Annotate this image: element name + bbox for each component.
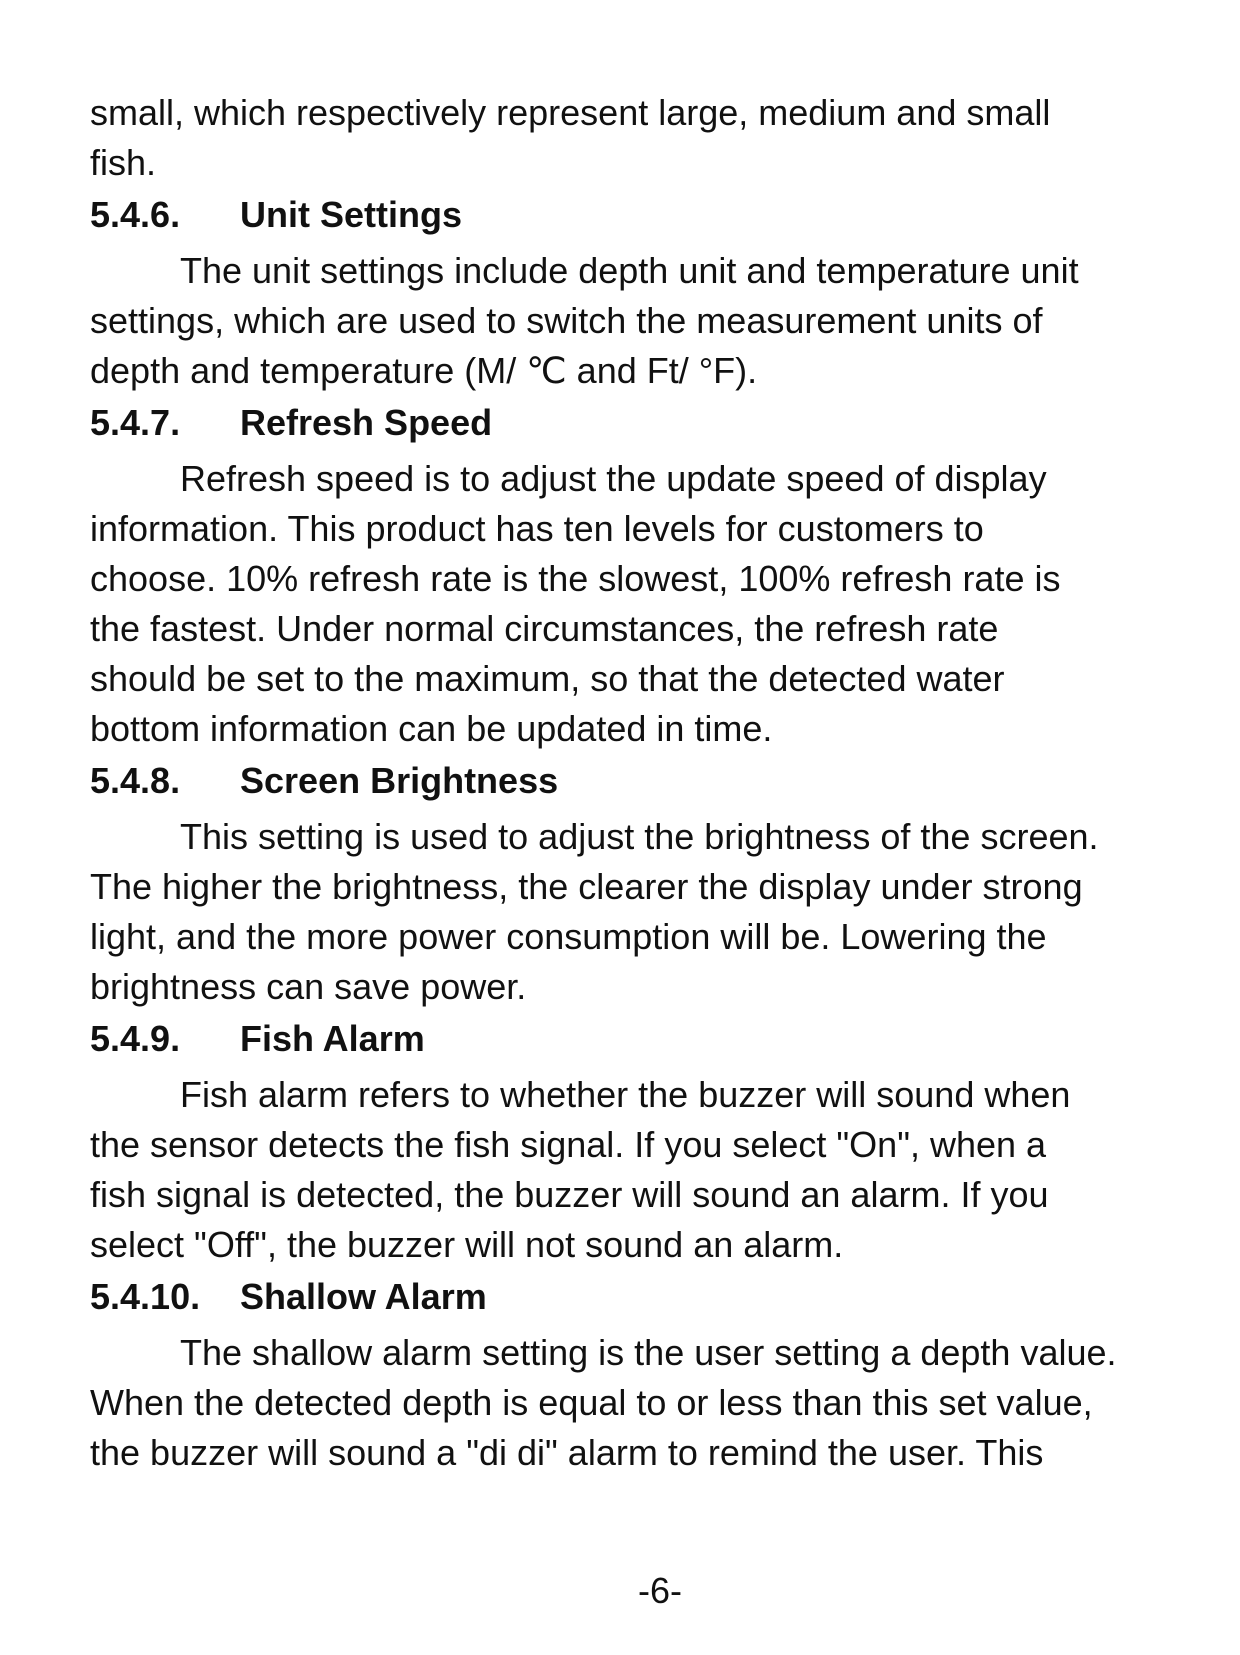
text-line: depth and temperature (M/ ℃ and Ft/ °F). bbox=[90, 350, 758, 391]
text-line: small, which respectively represent large, medium and small bbox=[90, 92, 1051, 133]
section-number: 5.4.6. bbox=[90, 194, 181, 235]
text-line: This setting is used to adjust the brightness of the screen. bbox=[180, 816, 1099, 857]
text-line: should be set to the maximum, so that the detected water bbox=[90, 658, 1005, 699]
section-heading-fish-alarm bbox=[90, 1014, 1170, 1064]
section-number: 5.4.10. bbox=[90, 1276, 201, 1317]
text-line: brightness can save power. bbox=[90, 966, 527, 1007]
text-line: The shallow alarm setting is the user setting a depth value. bbox=[180, 1332, 1117, 1373]
text-line: the buzzer will sound a "di di" alarm to remind the user. This bbox=[90, 1432, 1044, 1473]
text-line: bottom information can be updated in time. bbox=[90, 708, 773, 749]
text-line: select "Off", the buzzer will not sound an alarm. bbox=[90, 1224, 844, 1265]
section-heading-unit-settings bbox=[90, 190, 1170, 240]
text-line: the sensor detects the fish signal. If you select "On", when a bbox=[90, 1124, 1047, 1165]
section-paragraph-shallow-alarm bbox=[90, 1328, 1170, 1478]
section-title: Unit Settings bbox=[240, 194, 462, 235]
section-paragraph-unit-settings bbox=[90, 246, 1170, 396]
text-line: settings, which are used to switch the measurement units of bbox=[90, 300, 1043, 341]
section-heading-shallow-alarm bbox=[90, 1272, 1170, 1322]
section-number: 5.4.9. bbox=[90, 1018, 181, 1059]
document-page bbox=[90, 88, 1170, 1478]
text-line: information. This product has ten levels for customers to bbox=[90, 508, 984, 549]
text-line: the fastest. Under normal circumstances, the refresh rate bbox=[90, 608, 999, 649]
text-line: fish signal is detected, the buzzer will sound an alarm. If you bbox=[90, 1174, 1049, 1215]
text-line: fish. bbox=[90, 142, 157, 183]
text-line: light, and the more power consumption will be. Lowering the bbox=[90, 916, 1047, 957]
section-paragraph-refresh-speed bbox=[90, 454, 1170, 754]
section-title: Shallow Alarm bbox=[240, 1276, 487, 1317]
section-paragraph-screen-brightness bbox=[90, 812, 1170, 1012]
section-number: 5.4.8. bbox=[90, 760, 181, 801]
section-title: Screen Brightness bbox=[240, 760, 559, 801]
text-line: The unit settings include depth unit and temperature unit bbox=[180, 250, 1079, 291]
text-line: Fish alarm refers to whether the buzzer will sound when bbox=[180, 1074, 1071, 1115]
section-title: Fish Alarm bbox=[240, 1018, 425, 1059]
section-heading-refresh-speed bbox=[90, 398, 1170, 448]
section-title: Refresh Speed bbox=[240, 402, 493, 443]
intro-paragraph bbox=[90, 88, 1170, 188]
text-line: When the detected depth is equal to or less than this set value, bbox=[90, 1382, 1093, 1423]
text-line: choose. 10% refresh rate is the slowest, 100% refresh rate is bbox=[90, 558, 1061, 599]
text-line: Refresh speed is to adjust the update speed of display bbox=[180, 458, 1047, 499]
text-line: The higher the brightness, the clearer the display under strong bbox=[90, 866, 1083, 907]
section-paragraph-fish-alarm bbox=[90, 1070, 1170, 1270]
section-heading-screen-brightness bbox=[90, 756, 1170, 806]
section-number: 5.4.7. bbox=[90, 402, 181, 443]
page-number: -6- bbox=[638, 1570, 682, 1611]
